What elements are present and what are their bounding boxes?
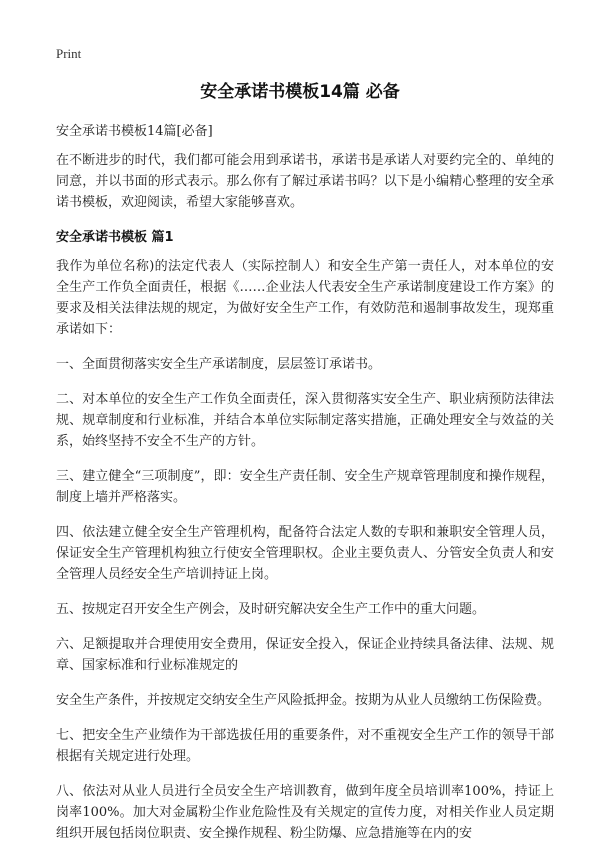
- intro-paragraph: 在不断进步的时代，我们都可能会用到承诺书，承诺书是承诺人对要约完全的、单纯的同意，并以书面的形式表示。那么你有了解过承诺书吗？以下是小编精心整理的安全承诺书模板，欢迎阅读，希望大家能够喜欢。: [56, 153, 554, 210]
- print-link[interactable]: Print: [56, 46, 82, 61]
- body-paragraph: 二、对本单位的安全生产工作负全面责任，深入贯彻落实安全生产、职业病预防法律法规、规章制度和行业标准，并结合本单位实际制定落实措施，正确处理安全与效益的关系，始终坚持不安全不生产的方针。: [56, 392, 554, 449]
- body-paragraph: 四、依法建立健全安全生产管理机构，配备符合法定人数的专职和兼职安全管理人员，保证安全生产管理机构独立行使安全管理职权。企业主要负责人、分管安全负责人和安全管理人员经安全生产培训持证上岗。: [56, 525, 554, 582]
- document-subtitle: 安全承诺书模板14篇[必备]: [56, 124, 213, 139]
- body-paragraph: 七、把安全生产业绩作为干部选拔任用的重要条件，对不重视安全生产工作的领导干部根据有关规定进行处理。: [56, 728, 554, 764]
- body-paragraph: 三、建立健全“三项制度”，即：安全生产责任制、安全生产规章管理制度和操作规程，制度上墙并严格落实。: [56, 469, 554, 505]
- body-paragraph: 六、足额提取并合理使用安全费用，保证安全投入，保证企业持续具备法律、法规、规章、国家标准和行业标准规定的: [56, 637, 554, 673]
- body-paragraph: 八、依法对从业人员进行全员安全生产培训教育，做到年度全员培训率100%，持证上岗率100%。加大对金属粉尘作业危险性及有关规定的宣传力度，对相关作业人员定期组织开展包括岗位职责、安全操作规程、粉尘防爆、应急措施等在内的安: [56, 784, 554, 841]
- body-paragraph: 五、按规定召开安全生产例会，及时研究解决安全生产工作中的重大问题。: [56, 602, 486, 617]
- page-title: 安全承诺书模板14篇 必备: [200, 82, 400, 102]
- body-paragraph: 安全生产条件，并按规定交纳安全生产风险抵押金。按期为从业人员缴纳工伤保险费。: [56, 693, 551, 708]
- body-paragraph: 一、全面贯彻落实安全生产承诺制度，层层签订承诺书。: [56, 357, 382, 372]
- body-paragraph: 我作为单位名称)的法定代表人（实际控制人）和安全生产第一责任人，对本单位的安全生产工作负全面责任，根据《……企业法人代表安全生产承诺制度建设工作方案》的要求及相关法律法规的规定，为做好安全生产工作，有效防范和遏制事故发生，现郑重承诺如下：: [56, 259, 554, 337]
- section-heading: 安全承诺书模板 篇1: [56, 230, 174, 245]
- document-body: [56, 121, 554, 858]
